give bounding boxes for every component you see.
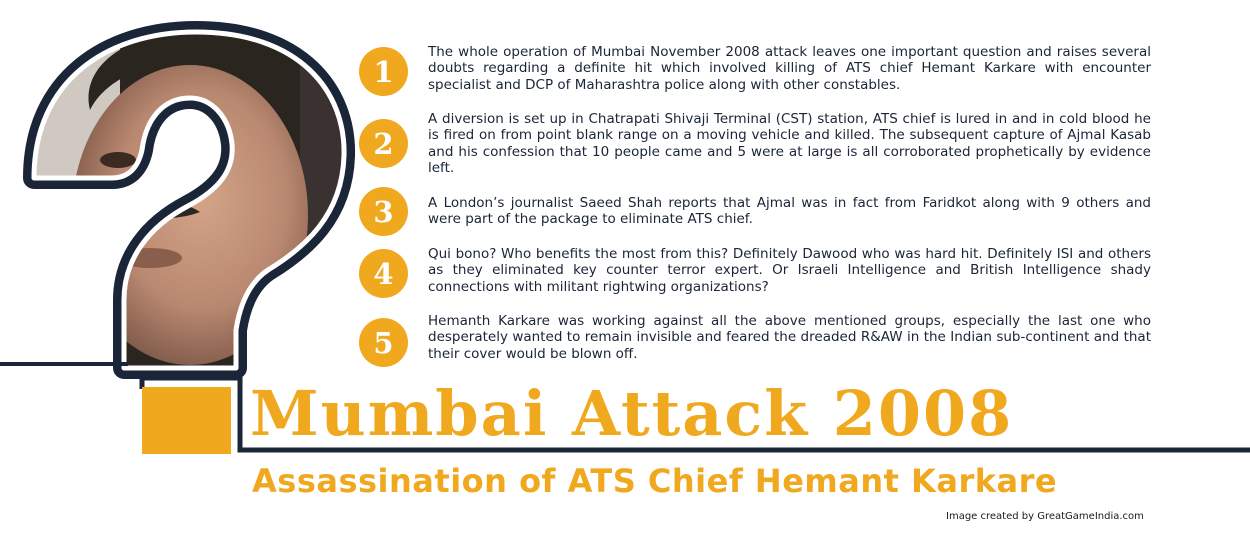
point-2-text: A diversion is set up in Chatrapati Shivaji Terminal (CST) station, ATS chief is lured in and in cold blood he is fired on from point blank range on a moving vehicle and killed. The subsequent capture of Ajmal Kasab and his confession that 10 people came and 5 were at large is all corroborated prophetically by evidence left. <box>428 111 1151 176</box>
page-title: Mumbai Attack 2008 <box>250 377 1014 450</box>
point-4-text: Qui bono? Who benefits the most from this? Definitely Dawood who was hard hit. Definitely ISI and others as they eliminated key counter terror expert. Or Israeli Intelligence and British Intelligence shady connections with militant rightwing organizations? <box>428 246 1151 295</box>
point-4-number: 4 <box>359 249 408 298</box>
point-3-text: A London’s journalist Saeed Shah reports that Ajmal was in fact from Faridkot along with 9 others and were part of the package to eliminate ATS chief. <box>428 195 1151 228</box>
page-subtitle: Assassination of ATS Chief Hemant Karkare <box>252 462 1058 500</box>
point-1-number: 1 <box>359 47 408 96</box>
point-1-text: The whole operation of Mumbai November 2008 attack leaves one important question and raises several doubts regarding a definite hit which involved killing of ATS chief Hemant Karkare with encounter specialist and DCP of Maharashtra police along with other constables. <box>428 44 1151 93</box>
point-2-number: 2 <box>359 119 408 168</box>
point-3-number: 3 <box>359 187 408 236</box>
image-credit: Image created by GreatGameIndia.com <box>946 511 1144 522</box>
orange-square-decoration <box>142 387 231 454</box>
point-5-number: 5 <box>359 318 408 367</box>
point-5-text: Hemanth Karkare was working against all the above mentioned groups, especially the last one who desperately wanted to remain invisible and feared the dreaded R&AW in the Indian sub-continent and that their cover would be blown off. <box>428 313 1151 362</box>
